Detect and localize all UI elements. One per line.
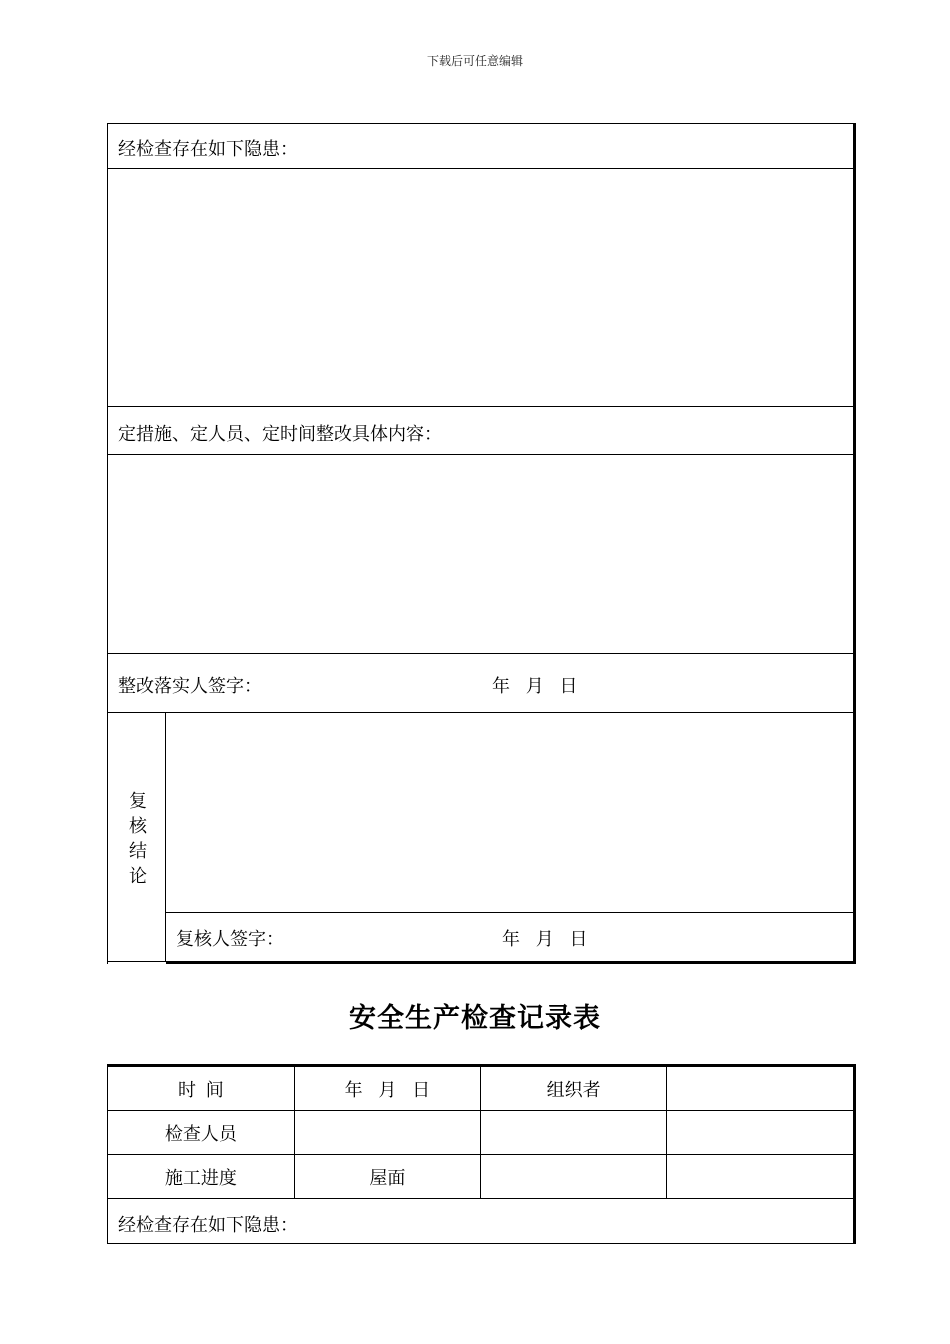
reviewer-date: 年 月 日 (502, 929, 588, 950)
progress-label-cell: 施工进度 (108, 1155, 294, 1199)
page-header-note: 下载后可任意编辑 (426, 54, 523, 68)
hazards-label-2: 经检查存在如下隐患： (118, 1215, 298, 1236)
implementer-sign-label: 整改落实人签字： (118, 676, 262, 697)
time-value-cell[interactable]: 年 月 日 (294, 1067, 480, 1111)
organizer-label-cell: 组织者 (481, 1067, 667, 1111)
reviewer-sign-row (166, 912, 853, 964)
hazards-label-row (108, 124, 853, 168)
review-conclusion-label: 复 核 结 论 (129, 791, 147, 887)
inspection-form-continued (107, 123, 856, 964)
inspectors-label-cell: 检查人员 (108, 1111, 294, 1155)
measures-label: 定措施、定人员、定时间整改具体内容： (118, 424, 442, 445)
review-conclusion-content-area[interactable] (166, 712, 853, 912)
reviewer-sign-label: 复核人签字： (176, 929, 284, 950)
table-cell[interactable] (481, 1155, 667, 1199)
time-label-cell: 时 间 (108, 1067, 294, 1111)
form-title: 安全生产检查记录表 (349, 1003, 601, 1034)
implementer-date: 年 月 日 (492, 676, 578, 697)
table-cell[interactable] (481, 1111, 667, 1155)
table-row (108, 1111, 853, 1155)
table-cell[interactable] (667, 1155, 853, 1199)
hazards-label-row-2 (108, 1199, 853, 1244)
hazards-content-area[interactable] (108, 168, 853, 406)
table-cell[interactable] (667, 1111, 853, 1155)
progress-value-cell[interactable]: 屋面 (294, 1155, 480, 1199)
measures-label-row (108, 406, 853, 454)
organizer-value-cell[interactable] (667, 1067, 853, 1111)
safety-inspection-record-form (107, 1064, 856, 1244)
hazards-label: 经检查存在如下隐患： (118, 139, 298, 160)
review-conclusion-label-cell (108, 712, 166, 962)
table-row (108, 1067, 853, 1111)
inspection-info-table (108, 1067, 853, 1199)
measures-content-area[interactable] (108, 454, 853, 653)
table-row (108, 1155, 853, 1199)
inspectors-value-cell[interactable] (294, 1111, 480, 1155)
implementer-sign-row (108, 653, 853, 712)
